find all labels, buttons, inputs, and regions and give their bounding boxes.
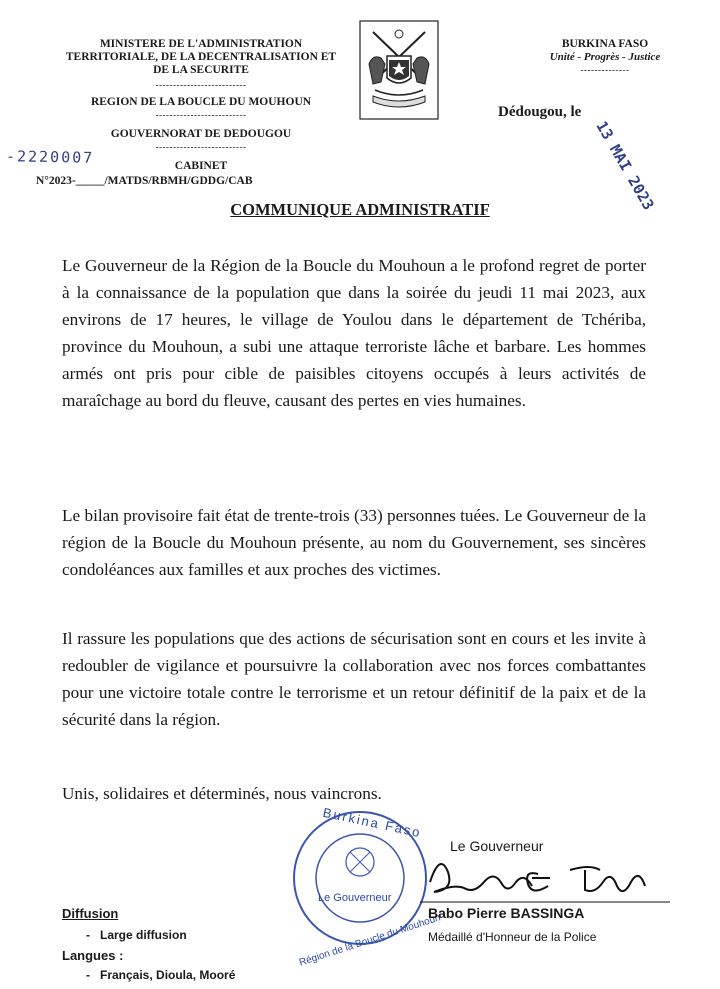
stamp-top-text: Burkina Faso <box>321 804 424 841</box>
reference-number: N°2023-_____/MATDS/RBMH/GDDG/CAB <box>36 175 253 187</box>
diffusion-label: Diffusion <box>62 906 119 921</box>
national-motto: Unité - Progrès - Justice <box>549 51 661 63</box>
signatory-honor: Médaillé d'Honneur de la Police <box>428 930 597 944</box>
separator: -------------------------- <box>155 110 247 120</box>
signatory-role: Le Gouverneur <box>450 838 544 854</box>
stamped-date: 13 MAI 2023 <box>592 118 658 214</box>
country-name: BURKINA FASO <box>561 38 649 50</box>
handwritten-signature <box>420 852 670 907</box>
place-date-prefix: Dédougou, le <box>498 104 582 120</box>
paragraph-1: Le Gouverneur de la Région de la Boucle du Mouhoun a le profond regret de porter à la connaissance de la population que dans la soirée du jeudi 11 mai 2023, aux environs de 17 heures, le village de Youlou dans le département de Tchériba, province du Mouhoun, a subi une attaque terroriste lâche et barbare. Les hommes armés ont pris pour cible de paisibles citoyens occupés à leurs activités de maraîchage au bord du fleuve, causant des pertes en vies humaines. <box>62 256 646 410</box>
handwritten-number: -2220007 <box>5 147 95 167</box>
paragraph-3: Il rassure les populations que des actions de sécurisation sont en cours et les invite à redoubler de vigilance et poursuivre la collaboration avec nos forces combattantes pour une victoire totale contre le terrorisme et un retour définitif de la paix et de la sécurité dans la région. <box>62 629 646 729</box>
diffusion-item: - Large diffusion <box>86 928 187 942</box>
motto-separator: -------------- <box>580 65 630 75</box>
ministry-line3: DE LA SECURITE <box>153 64 249 76</box>
ministry-line2: TERRITORIALE, DE LA DECENTRALISATION ET <box>65 51 337 63</box>
stamp-center-text: Le Gouverneur <box>318 892 392 904</box>
languages-item: - Français, Dioula, Mooré <box>86 968 236 982</box>
country-block <box>530 38 680 77</box>
languages-label: Langues : <box>62 948 124 963</box>
paragraph-2: Le bilan provisoire fait état de trente-trois (33) personnes tuées. Le Gouverneur de la région de la Boucle du Mouhoun présente, au nom du Gouvernement, ses sincères condoléances aux familles et aux proches des victimes. <box>62 506 646 579</box>
region-name: REGION DE LA BOUCLE DU MOUHOUN <box>90 96 312 108</box>
document-title: COMMUNIQUE ADMINISTRATIF <box>230 200 490 219</box>
coat-of-arms-emblem <box>359 20 439 120</box>
signatory-name: Babo Pierre BASSINGA <box>428 905 585 921</box>
stamp-bottom-text: Région de la Boucle du Mouhoun <box>297 912 442 969</box>
cabinet-label: CABINET <box>174 160 228 172</box>
ministry-line1: MINISTERE DE L'ADMINISTRATION <box>99 38 303 50</box>
governorate-name: GOUVERNORAT DE DEDOUGOU <box>110 128 292 140</box>
separator: -------------------------- <box>155 142 247 152</box>
paragraph-4: Unis, solidaires et déterminés, nous vaincrons. <box>62 784 382 803</box>
separator: -------------------------- <box>155 80 247 90</box>
